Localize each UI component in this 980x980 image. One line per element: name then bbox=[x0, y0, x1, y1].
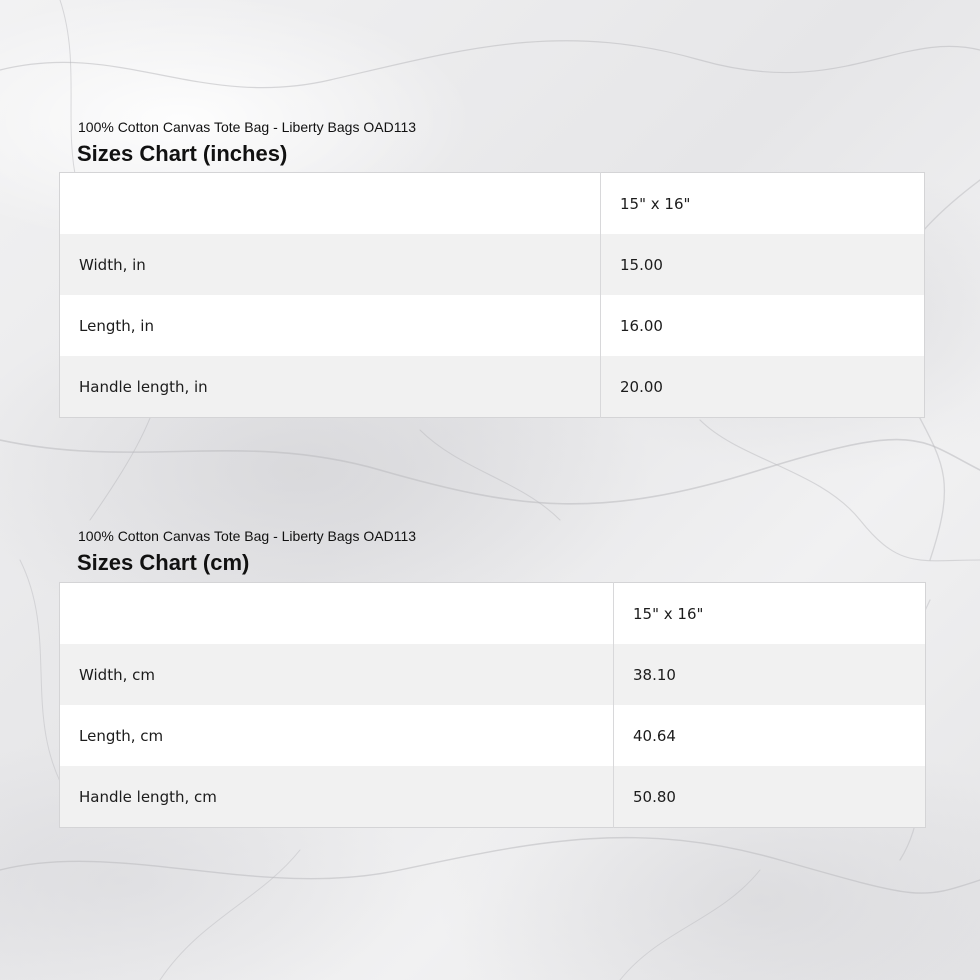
size-table-cm bbox=[59, 582, 926, 828]
table-row bbox=[60, 705, 926, 766]
row-value: 40.64 bbox=[633, 726, 676, 745]
row-label: Handle length, in bbox=[60, 356, 601, 418]
table-row bbox=[60, 644, 926, 705]
size-column-header: 15" x 16" bbox=[620, 194, 691, 213]
row-label: Length, cm bbox=[60, 705, 614, 766]
row-value: 16.00 bbox=[620, 316, 663, 335]
table-row bbox=[60, 234, 925, 295]
header-corner-cell bbox=[60, 583, 614, 645]
product-subtitle: 100% Cotton Canvas Tote Bag - Liberty Bags OAD113 bbox=[78, 119, 417, 135]
table-row bbox=[60, 356, 925, 418]
table-row bbox=[60, 295, 925, 356]
row-label: Width, cm bbox=[60, 644, 614, 705]
row-label: Handle length, cm bbox=[60, 766, 614, 828]
row-value: 50.80 bbox=[614, 766, 926, 828]
table-header-row bbox=[60, 583, 926, 645]
chart-title: Sizes Chart (cm) bbox=[77, 550, 250, 575]
chart-title: Sizes Chart (inches) bbox=[77, 141, 288, 166]
row-value: 38.10 bbox=[614, 644, 926, 705]
row-label: Width, in bbox=[60, 234, 601, 295]
header-corner-cell bbox=[60, 173, 601, 235]
product-subtitle: 100% Cotton Canvas Tote Bag - Liberty Bags OAD113 bbox=[78, 528, 417, 544]
row-value: 20.00 bbox=[601, 356, 925, 418]
table-header-row bbox=[60, 173, 925, 235]
row-label: Length, in bbox=[60, 295, 601, 356]
size-table-inches bbox=[59, 172, 925, 418]
table-row bbox=[60, 766, 926, 828]
size-column-header: 15" x 16" bbox=[633, 604, 704, 623]
row-value: 15.00 bbox=[601, 234, 925, 295]
